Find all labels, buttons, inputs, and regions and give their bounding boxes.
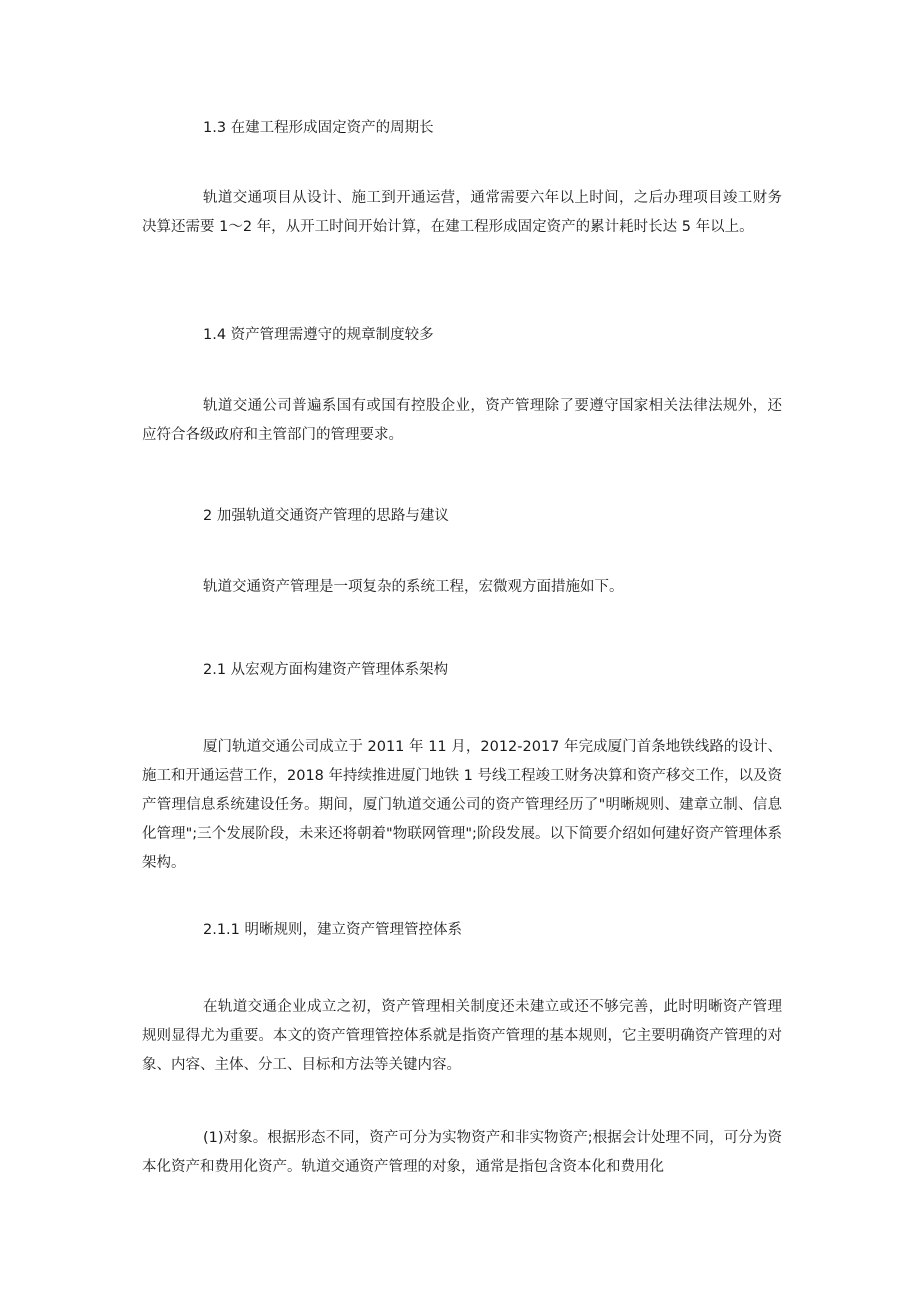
paragraph-object-item: (1)对象。根据形态不同，资产可分为实物资产和非实物资产;根据会计处理不同，可分为资本化资产和费用化资产。轨道交通资产管理的对象，通常是指包含资本化和费用化 [142,1130,782,1175]
section-heading-1-3: 1.3 在建工程形成固定资产的周期长 [203,120,434,136]
paragraph-2-intro: 轨道交通资产管理是一项复杂的系统工程，宏微观方面措施如下。 [203,579,624,595]
paragraph-1-3-body: 轨道交通项目从设计、施工到开通运营，通常需要六年以上时间，之后办理项目竣工财务决算还需要 1～2 年，从开工时间开始计算，在建工程形成固定资产的累计耗时长达 5 年以上。 [142,190,782,235]
section-heading-2: 2 加强轨道交通资产管理的思路与建议 [203,508,449,524]
section-heading-2-1-1: 2.1.1 明晰规则，建立资产管理管控体系 [203,922,463,938]
paragraph-1-4-body: 轨道交通公司普遍系国有或国有控股企业，资产管理除了要遵守国家相关法律法规外，还应符合各级政府和主管部门的管理要求。 [142,398,782,443]
section-heading-2-1: 2.1 从宏观方面构建资产管理体系架构 [203,662,449,678]
paragraph-2-1-body: 厦门轨道交通公司成立于 2011 年 11 月，2012-2017 年完成厦门首条地铁线路的设计、施工和开通运营工作，2018 年持续推进厦门地铁 1 号线工程竣工财务决算和资产移交工作，以及资产管理信息系统建设任务。期间，厦门轨道交通公司的资产管理经历了"明晰规则、建章立制、信息化管理";三个发展阶段，未来还将朝着"物联网管理";阶段发展。以下简要介绍如何建好资产管理体系架构。 [142,739,782,871]
paragraph-2-1-1-body: 在轨道交通企业成立之初，资产管理相关制度还未建立或还不够完善，此时明晰资产管理规则显得尤为重要。本文的资产管理管控体系就是指资产管理的基本规则，它主要明确资产管理的对象、内容、主体、分工、目标和方法等关键内容。 [142,999,782,1073]
section-heading-1-4: 1.4 资产管理需遵守的规章制度较多 [203,327,434,343]
